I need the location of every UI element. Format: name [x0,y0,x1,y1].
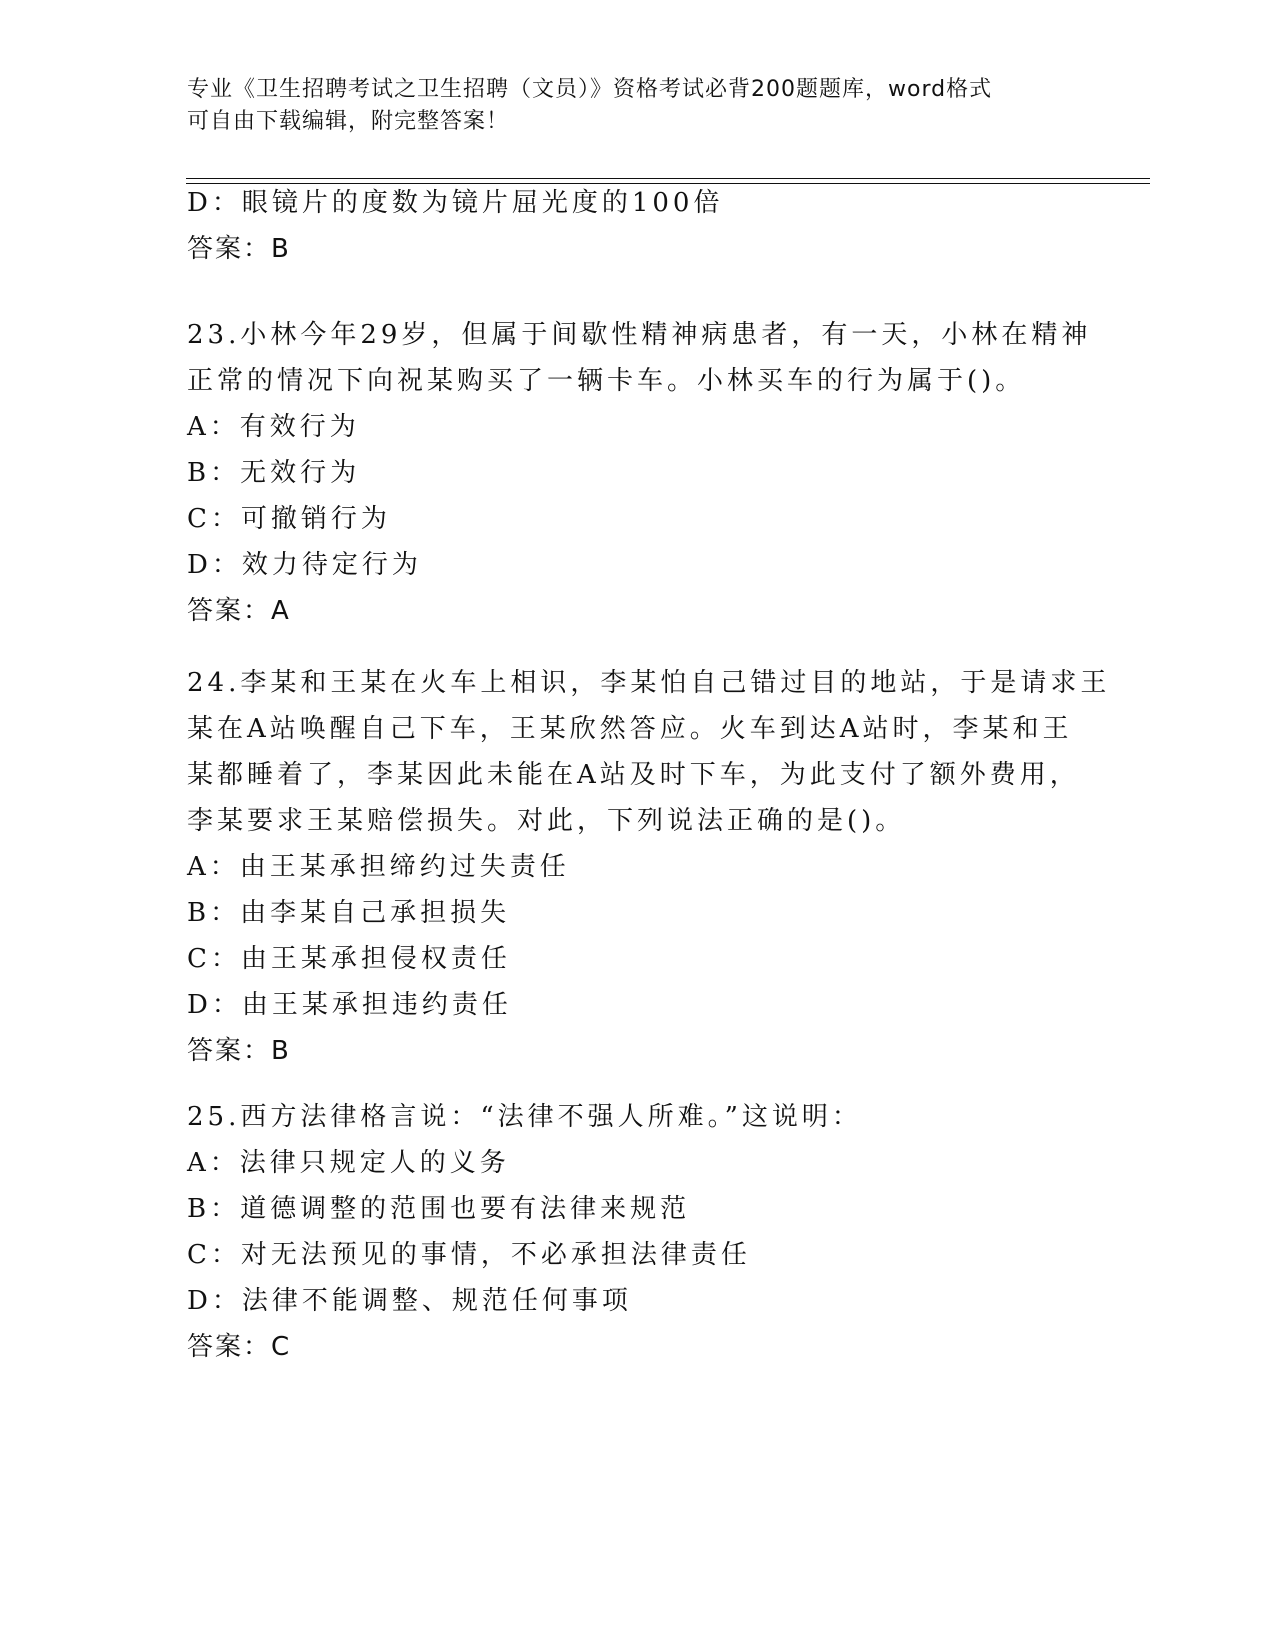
option-d: D：效力待定行为 [187,550,422,580]
header-line-2: 可自由下载编辑，附完整答案！ [187,109,510,134]
option-d: D：法律不能调整、规范任何事项 [187,1286,632,1316]
question-23 [187,312,1092,634]
header-line-1: 专业《卫生招聘考试之卫生招聘（文员）》资格考试必背200题题库，word格式 [187,77,993,102]
option-b: B：无效行为 [187,458,361,488]
previous-question-tail [187,180,1087,272]
question-stem-line: 23.小林今年29岁，但属于间歇性精神病患者，有一天，小林在精神 [187,320,1092,350]
document-header [187,74,1087,138]
option-c: C：对无法预见的事情，不必承担法律责任 [187,1240,751,1270]
question-stem-line: 某都睡着了，李某因此未能在A站及时下车，为此支付了额外费用， [187,760,1080,790]
question-stem-line: 某在A站唤醒自己下车，王某欣然答应。火车到达A站时，李某和王 [187,714,1073,744]
option-a: A：由王某承担缔约过失责任 [187,852,570,882]
header-divider-top [186,178,1150,179]
question-stem-line: 李某要求王某赔偿损失。对此，下列说法正确的是()。 [187,806,906,836]
question-stem-line: 24.李某和王某在火车上相识，李某怕自己错过目的地站，于是请求王 [187,668,1111,698]
option-a: A：法律只规定人的义务 [187,1148,510,1178]
option-d: D：由王某承担违约责任 [187,990,512,1020]
question-24 [187,660,1111,1074]
question-stem-line: 25.西方法律格言说：“法律不强人所难。”这说明： [187,1102,862,1132]
option-b: B：道德调整的范围也要有法律来规范 [187,1194,691,1224]
option-c: C：由王某承担侵权责任 [187,944,511,974]
option-b: B：由李某自己承担损失 [187,898,511,928]
question-25 [187,1094,1087,1370]
answer-line: 答案：A [187,596,291,626]
question-stem-line: 正常的情况下向祝某购买了一辆卡车。小林买车的行为属于()。 [187,366,1026,396]
answer-line: 答案：B [187,234,291,264]
option-a: A：有效行为 [187,412,360,442]
answer-line: 答案：B [187,1036,291,1066]
option-c: C：可撤销行为 [187,504,391,534]
option-d: D：眼镜片的度数为镜片屈光度的100倍 [187,188,724,218]
answer-line: 答案：C [187,1332,292,1362]
